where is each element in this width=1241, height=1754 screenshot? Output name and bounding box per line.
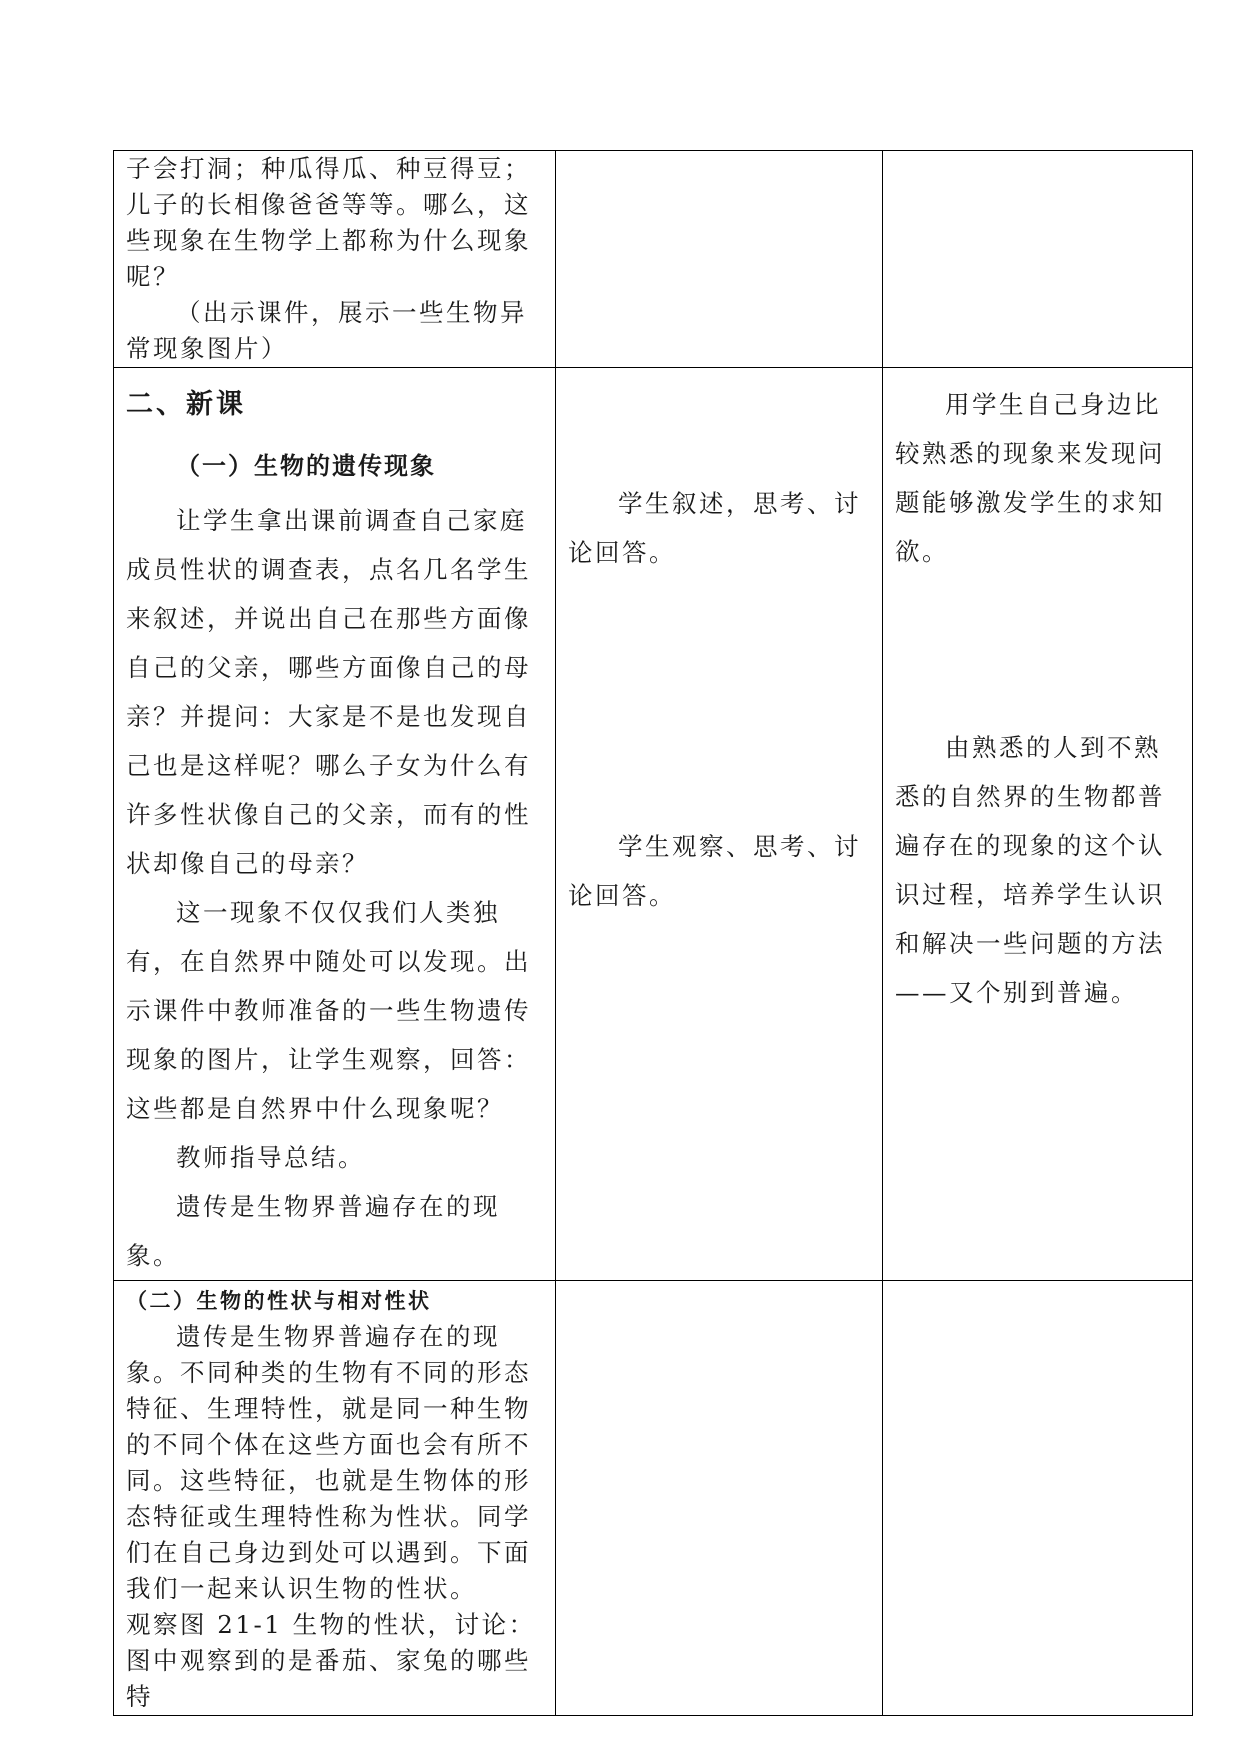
design-intent-cell	[883, 1281, 1193, 1716]
design-intent-cell	[883, 151, 1193, 368]
teacher-activity-cell	[114, 1281, 556, 1716]
teacher-activity-cell	[114, 368, 556, 1281]
student-activity-cell	[556, 151, 883, 368]
table-row	[114, 151, 1193, 368]
paragraph: 这一现象不仅仅我们人类独有，在自然界中随处可以发现。出示课件中教师准备的一些生物遗传现象的图片，让学生观察，回答：这些都是自然界中什么现象呢？	[126, 898, 531, 1123]
paragraph: 观察图 21-1 生物的性状，讨论：图中观察到的是番茄、家兔的哪些特	[126, 1610, 536, 1711]
paragraph: （出示课件，展示一些生物异常现象图片）	[126, 298, 527, 363]
paragraph: 教师指导总结。	[176, 1143, 365, 1172]
paragraph: 遗传是生物界普遍存在的现象。不同种类的生物有不同的形态特征、生理特性，就是同一种生物的不同个体在这些方面也会有所不同。这些特征，也就是生物体的形态特征或生理特性称为性状。同学们在自己身边到处可以遇到。下面我们一起来认识生物的性状。	[126, 1322, 531, 1603]
table-row	[114, 368, 1193, 1281]
paragraph: 子会打洞；种瓜得瓜、种豆得豆；儿子的长相像爸爸等等。哪么，这些现象在生物学上都称为什么现象呢？	[126, 154, 531, 291]
student-activity: 学生叙述，思考、讨论回答。	[568, 489, 861, 567]
table-row	[114, 1281, 1193, 1716]
paragraph: 让学生拿出课前调查自己家庭成员性状的调查表，点名几名学生来叙述，并说出自己在那些方面像自己的父亲，哪些方面像自己的母亲？并提问：大家是不是也发现自己也是这样呢？哪么子女为什么有许多性状像自己的父亲，而有的性状却像自己的母亲？	[126, 506, 531, 878]
subsection-title: （二）生物的性状与相对性状	[126, 1289, 432, 1313]
student-activity: 学生观察、思考、讨论回答。	[568, 832, 861, 910]
design-note: 由熟悉的人到不熟悉的自然界的生物都普遍存在的现象的这个认识过程，培养学生认识和解决一些问题的方法——又个别到普遍。	[895, 733, 1165, 1007]
design-intent-cell	[883, 368, 1193, 1281]
paragraph: 遗传是生物界普遍存在的现象。	[126, 1192, 500, 1270]
section-title: 二、新课	[126, 389, 246, 420]
teacher-activity-cell	[114, 151, 556, 368]
design-note: 用学生自己身边比较熟悉的现象来发现问题能够激发学生的求知欲。	[895, 390, 1165, 566]
student-activity-cell	[556, 368, 883, 1281]
lesson-plan-table	[113, 150, 1193, 1716]
student-activity-cell	[556, 1281, 883, 1716]
subsection-title: （一）生物的遗传现象	[176, 452, 436, 480]
